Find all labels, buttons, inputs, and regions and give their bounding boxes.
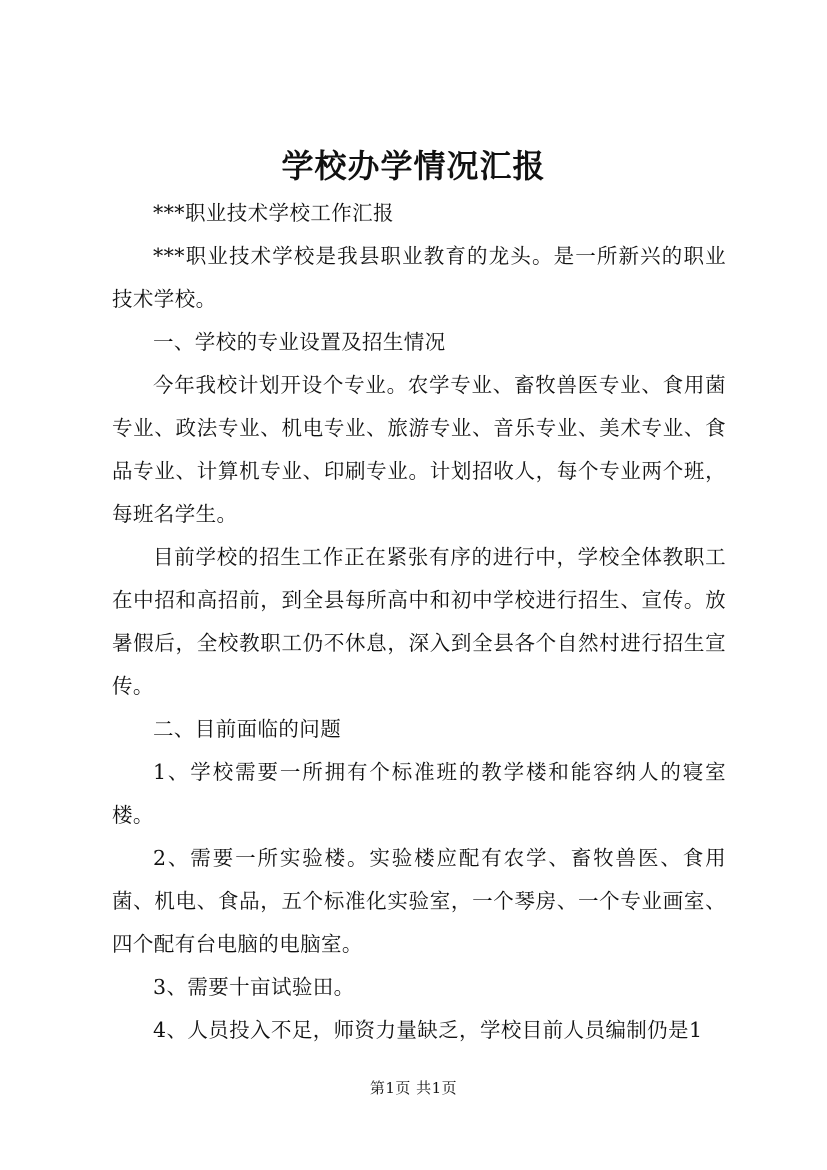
paragraph-majors: 今年我校计划开设个专业。农学专业、畜牧兽医专业、食用菌专业、政法专业、机电专业、旅游专业、音乐专业、美术专业、食品专业、计算机专业、印刷专业。计划招收人，每个专业两个班，每班名学生。 xyxy=(112,373,726,526)
list-item-2: 2、需要一所实验楼。实验楼应配有农学、畜牧兽医、食用菌、机电、食品，五个标准化实验室，一个琴房、一个专业画室、四个配有台电脑的电脑室。 xyxy=(112,846,726,956)
list-item-3: 3、需要十亩试验田。 xyxy=(153,975,355,999)
paragraph-intro: ***职业技术学校是我县职业教育的龙头。是一所新兴的职业技术学校。 xyxy=(112,244,726,311)
section-heading-2: 二、目前面临的问题 xyxy=(153,717,342,741)
document-body xyxy=(112,192,726,1052)
paragraph-subtitle: ***职业技术学校工作汇报 xyxy=(153,201,394,225)
section-heading-1: 一、学校的专业设置及招生情况 xyxy=(153,330,446,354)
paragraph-enrollment: 目前学校的招生工作正在紧张有序的进行中，学校全体教职工在中招和高招前，到全县每所高中和初中学校进行招生、宣传。放暑假后，全校教职工仍不休息，深入到全县各个自然村进行招生宣传。 xyxy=(112,545,726,698)
list-item-4: 4、人员投入不足，师资力量缺乏，学校目前人员编制仍是1 xyxy=(153,1018,703,1042)
list-item-1: 1、学校需要一所拥有个标准班的教学楼和能容纳人的寝室楼。 xyxy=(112,760,726,827)
page-footer: 第1页 共1页 xyxy=(369,1079,458,1097)
document-title: 学校办学情况汇报 xyxy=(281,147,546,185)
